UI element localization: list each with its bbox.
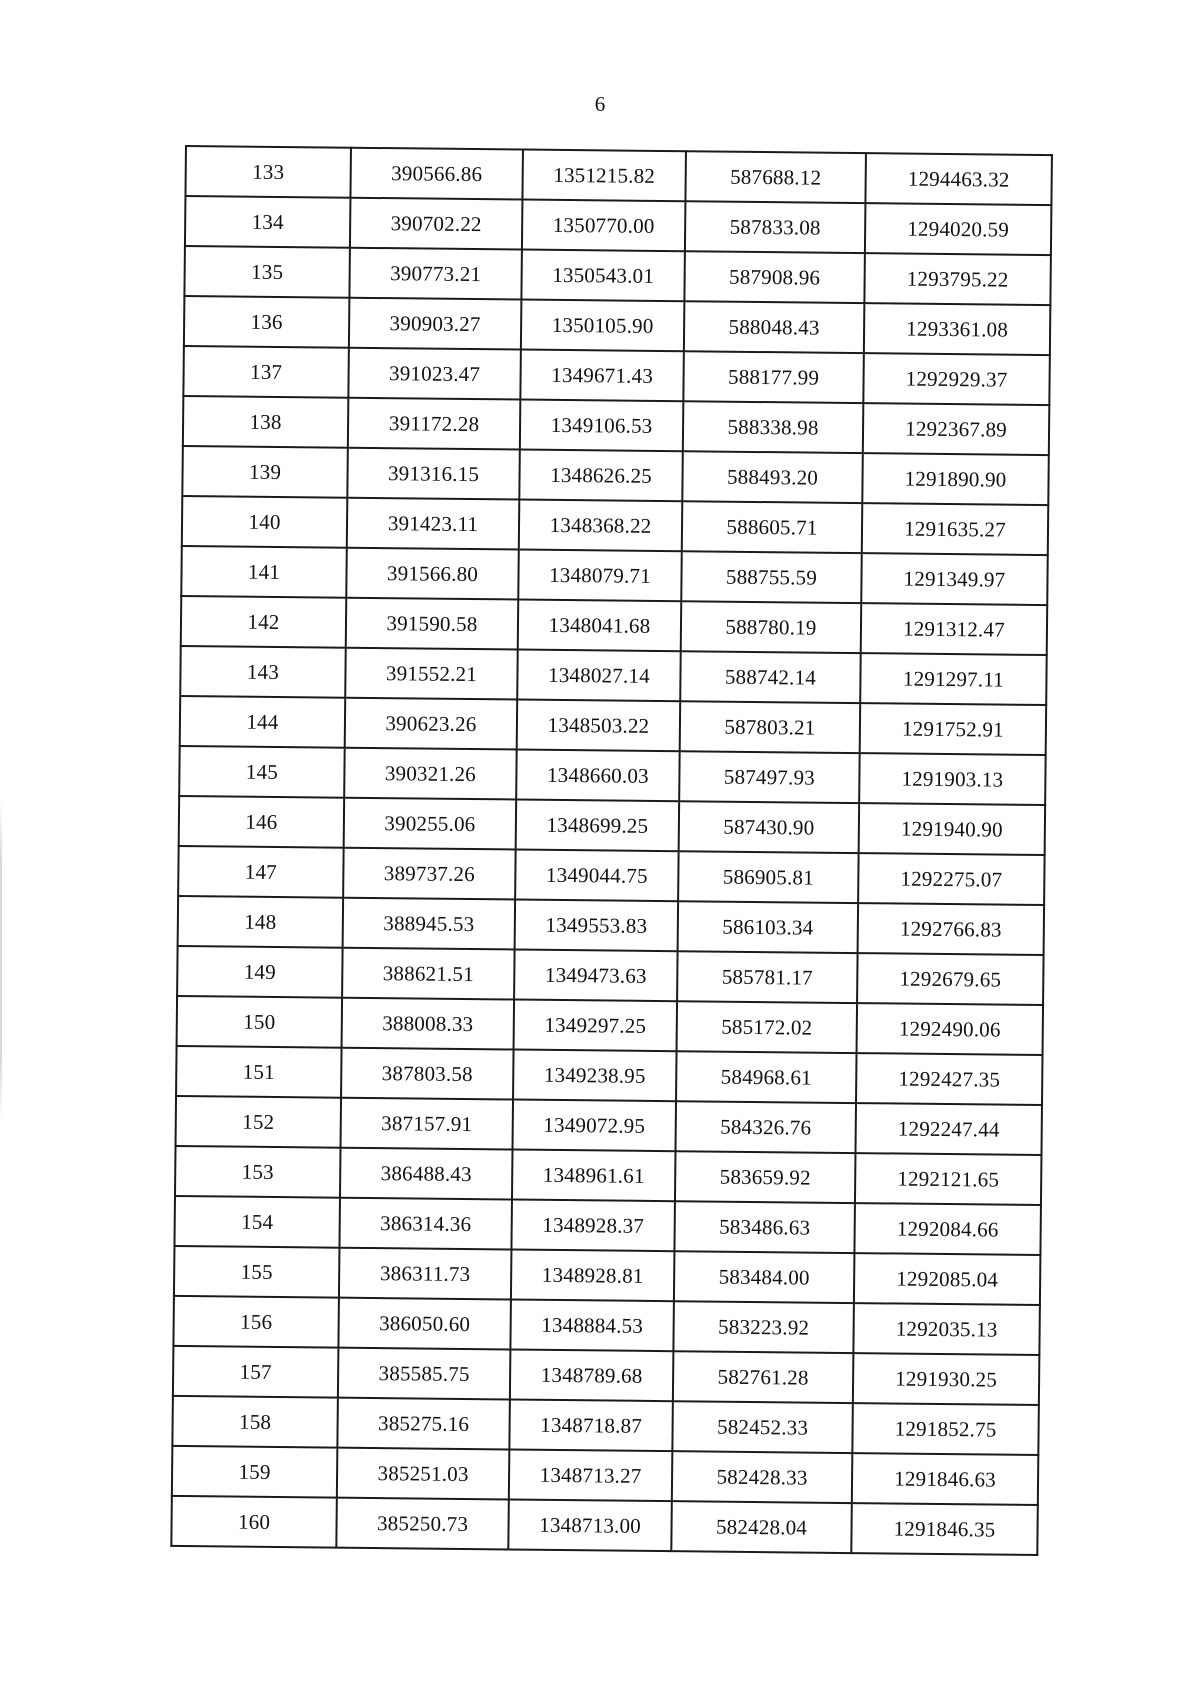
coord-b-x-cell: 588780.19 xyxy=(681,601,862,653)
coord-a-y-cell: 1349044.75 xyxy=(515,850,679,902)
table-row xyxy=(172,1446,1038,1505)
point-number-cell: 138 xyxy=(183,396,349,448)
table-row xyxy=(176,1096,1042,1155)
coord-a-x-cell: 390255.06 xyxy=(344,798,517,850)
coord-b-y-cell: 1292679.65 xyxy=(857,953,1044,1005)
coord-b-x-cell: 585781.17 xyxy=(677,951,858,1003)
coord-a-x-cell: 391566.80 xyxy=(346,548,519,600)
coord-a-y-cell: 1348368.22 xyxy=(519,500,683,552)
coord-a-x-cell: 387157.91 xyxy=(341,1098,514,1150)
point-number-cell: 150 xyxy=(177,996,343,1048)
table-row xyxy=(179,796,1045,855)
table-row xyxy=(174,1246,1040,1305)
table-row xyxy=(182,496,1048,555)
point-number-cell: 153 xyxy=(175,1146,341,1198)
coord-b-x-cell: 583486.63 xyxy=(674,1201,855,1253)
point-number-cell: 133 xyxy=(185,146,351,198)
coord-b-y-cell: 1291940.90 xyxy=(859,803,1046,855)
coord-b-x-cell: 584326.76 xyxy=(675,1101,856,1153)
coord-b-x-cell: 586905.81 xyxy=(678,851,859,903)
coord-b-y-cell: 1291752.91 xyxy=(860,703,1047,755)
point-number-cell: 137 xyxy=(183,346,349,398)
point-number-cell: 155 xyxy=(174,1246,340,1298)
coord-b-x-cell: 588338.98 xyxy=(683,401,864,453)
coord-b-y-cell: 1292275.07 xyxy=(858,853,1045,905)
table-row xyxy=(172,1396,1038,1455)
coord-a-y-cell: 1348699.25 xyxy=(516,800,680,852)
table-row xyxy=(182,446,1048,505)
coord-a-x-cell: 390773.21 xyxy=(349,248,522,300)
table-row xyxy=(181,596,1047,655)
coord-b-y-cell: 1292247.44 xyxy=(855,1103,1042,1155)
coord-b-x-cell: 588493.20 xyxy=(682,451,863,503)
coord-b-y-cell: 1292367.89 xyxy=(863,403,1050,455)
coord-a-x-cell: 388008.33 xyxy=(342,998,515,1050)
coord-b-x-cell: 582452.33 xyxy=(672,1401,853,1453)
table-row xyxy=(178,846,1044,905)
coord-a-x-cell: 388945.53 xyxy=(343,898,516,950)
coord-b-y-cell: 1292085.04 xyxy=(854,1253,1041,1305)
coord-a-y-cell: 1348713.00 xyxy=(508,1499,672,1551)
coord-a-y-cell: 1348503.22 xyxy=(517,700,681,752)
coord-a-x-cell: 385275.16 xyxy=(337,1398,510,1450)
coord-b-x-cell: 588177.99 xyxy=(683,351,864,403)
coord-a-y-cell: 1348027.14 xyxy=(517,650,681,702)
table-row xyxy=(183,396,1049,455)
point-number-cell: 154 xyxy=(174,1196,340,1248)
coord-b-y-cell: 1291890.90 xyxy=(862,453,1049,505)
coord-b-y-cell: 1291903.13 xyxy=(859,753,1046,805)
coord-a-x-cell: 390321.26 xyxy=(344,748,517,800)
coord-a-x-cell: 391552.21 xyxy=(345,648,518,700)
coord-a-y-cell: 1349238.95 xyxy=(513,1049,677,1101)
coord-b-x-cell: 587803.21 xyxy=(680,701,861,753)
coordinate-table-body xyxy=(171,146,1052,1555)
table-row xyxy=(171,1496,1037,1555)
table-row xyxy=(174,1196,1040,1255)
table-row xyxy=(175,1146,1041,1205)
coord-a-y-cell: 1349297.25 xyxy=(514,999,678,1051)
coord-a-y-cell: 1349473.63 xyxy=(514,949,678,1001)
coord-b-y-cell: 1292490.06 xyxy=(857,1003,1044,1055)
coord-a-x-cell: 385250.73 xyxy=(336,1498,509,1550)
coord-a-y-cell: 1349671.43 xyxy=(520,350,684,402)
coord-b-x-cell: 582428.33 xyxy=(672,1451,853,1503)
coord-a-y-cell: 1348928.37 xyxy=(511,1199,675,1251)
coord-a-y-cell: 1348713.27 xyxy=(509,1449,673,1501)
scan-edge-shadow xyxy=(0,800,2,1120)
table-row xyxy=(184,246,1050,305)
coord-b-y-cell: 1291930.25 xyxy=(853,1353,1040,1405)
coord-a-y-cell: 1348961.61 xyxy=(512,1149,676,1201)
point-number-cell: 160 xyxy=(171,1496,337,1548)
point-number-cell: 145 xyxy=(179,746,345,798)
coord-b-x-cell: 588742.14 xyxy=(680,651,861,703)
coord-b-y-cell: 1291312.47 xyxy=(861,603,1048,655)
point-number-cell: 147 xyxy=(178,846,344,898)
coord-b-y-cell: 1294020.59 xyxy=(865,203,1052,255)
coord-a-y-cell: 1348660.03 xyxy=(516,750,680,802)
coord-a-x-cell: 385585.75 xyxy=(338,1348,511,1400)
coord-b-y-cell: 1292427.35 xyxy=(856,1053,1043,1105)
table-row xyxy=(180,696,1046,755)
coord-b-x-cell: 583223.92 xyxy=(673,1301,854,1353)
point-number-cell: 139 xyxy=(182,446,348,498)
coord-a-y-cell: 1348041.68 xyxy=(518,600,682,652)
table-row xyxy=(179,746,1045,805)
coord-a-x-cell: 386314.36 xyxy=(339,1198,512,1250)
coord-b-y-cell: 1291635.27 xyxy=(862,503,1049,555)
coord-a-x-cell: 391023.47 xyxy=(348,348,521,400)
coord-b-y-cell: 1292035.13 xyxy=(853,1303,1040,1355)
coord-a-x-cell: 390623.26 xyxy=(345,698,518,750)
point-number-cell: 146 xyxy=(179,796,345,848)
coord-b-x-cell: 586103.34 xyxy=(678,901,859,953)
coord-a-y-cell: 1348718.87 xyxy=(509,1399,673,1451)
point-number-cell: 135 xyxy=(184,246,350,298)
coord-a-y-cell: 1349072.95 xyxy=(512,1099,676,1151)
coord-b-y-cell: 1292766.83 xyxy=(858,903,1045,955)
table-row xyxy=(177,996,1043,1055)
coord-b-x-cell: 583659.92 xyxy=(675,1151,856,1203)
coord-a-x-cell: 390702.22 xyxy=(350,198,523,250)
point-number-cell: 159 xyxy=(172,1446,338,1498)
point-number-cell: 148 xyxy=(178,896,344,948)
table-row xyxy=(176,1046,1042,1105)
point-number-cell: 157 xyxy=(173,1346,339,1398)
coord-a-x-cell: 391316.15 xyxy=(347,448,520,500)
coord-b-x-cell: 587497.93 xyxy=(679,751,860,803)
coord-b-x-cell: 587908.96 xyxy=(684,251,865,303)
table-row xyxy=(181,546,1047,605)
coord-a-x-cell: 386311.73 xyxy=(339,1248,512,1300)
coord-a-x-cell: 385251.03 xyxy=(337,1448,510,1500)
point-number-cell: 136 xyxy=(184,296,350,348)
point-number-cell: 149 xyxy=(177,946,343,998)
point-number-cell: 143 xyxy=(180,646,346,698)
coord-a-y-cell: 1348928.81 xyxy=(511,1249,675,1301)
coord-b-y-cell: 1291846.63 xyxy=(852,1453,1039,1505)
table-row xyxy=(185,196,1051,255)
coord-b-x-cell: 587688.12 xyxy=(685,151,866,203)
coord-a-x-cell: 391590.58 xyxy=(346,598,519,650)
coord-b-x-cell: 585172.02 xyxy=(677,1001,858,1053)
coordinate-table xyxy=(170,145,1053,1556)
coord-b-x-cell: 587430.90 xyxy=(679,801,860,853)
coord-a-x-cell: 386050.60 xyxy=(338,1298,511,1350)
coord-b-y-cell: 1294463.32 xyxy=(865,153,1052,205)
point-number-cell: 142 xyxy=(181,596,347,648)
coord-b-x-cell: 587833.08 xyxy=(685,201,866,253)
coord-b-x-cell: 582761.28 xyxy=(673,1351,854,1403)
table-row xyxy=(180,646,1046,705)
point-number-cell: 152 xyxy=(176,1096,342,1148)
point-number-cell: 144 xyxy=(180,696,346,748)
coord-a-x-cell: 387803.58 xyxy=(341,1048,514,1100)
coord-a-y-cell: 1348626.25 xyxy=(519,450,683,502)
coord-b-x-cell: 588605.71 xyxy=(682,501,863,553)
table-row xyxy=(184,296,1050,355)
table-row xyxy=(177,946,1043,1005)
table-row xyxy=(183,346,1049,405)
coord-a-y-cell: 1350770.00 xyxy=(522,200,686,252)
point-number-cell: 156 xyxy=(173,1296,339,1348)
coord-b-y-cell: 1291297.11 xyxy=(860,653,1047,705)
point-number-cell: 141 xyxy=(181,546,347,598)
coord-b-y-cell: 1293361.08 xyxy=(864,303,1051,355)
coord-b-x-cell: 583484.00 xyxy=(674,1251,855,1303)
point-number-cell: 151 xyxy=(176,1046,342,1098)
coord-a-y-cell: 1348079.71 xyxy=(518,550,682,602)
coord-b-x-cell: 582428.04 xyxy=(671,1501,852,1553)
coord-a-y-cell: 1348789.68 xyxy=(510,1349,674,1401)
coord-b-x-cell: 584968.61 xyxy=(676,1051,857,1103)
coord-a-x-cell: 389737.26 xyxy=(343,848,516,900)
coord-b-y-cell: 1292929.37 xyxy=(863,353,1050,405)
coord-a-y-cell: 1351215.82 xyxy=(522,150,686,202)
coord-a-x-cell: 391423.11 xyxy=(347,498,520,550)
coord-a-x-cell: 390566.86 xyxy=(350,148,523,200)
coord-a-y-cell: 1348884.53 xyxy=(510,1299,674,1351)
point-number-cell: 140 xyxy=(182,496,348,548)
coord-a-y-cell: 1349553.83 xyxy=(515,899,679,951)
point-number-cell: 158 xyxy=(172,1396,338,1448)
coord-b-y-cell: 1292084.66 xyxy=(854,1203,1041,1255)
coord-b-y-cell: 1291852.75 xyxy=(852,1403,1039,1455)
coord-b-x-cell: 588048.43 xyxy=(684,301,865,353)
coord-a-x-cell: 390903.27 xyxy=(349,298,522,350)
coord-b-y-cell: 1292121.65 xyxy=(855,1153,1042,1205)
coord-b-y-cell: 1291349.97 xyxy=(861,553,1048,605)
point-number-cell: 134 xyxy=(185,196,351,248)
table-row xyxy=(173,1296,1039,1355)
coord-b-y-cell: 1291846.35 xyxy=(851,1503,1038,1555)
table-row xyxy=(185,146,1051,205)
coord-a-y-cell: 1349106.53 xyxy=(520,400,684,452)
table-row xyxy=(178,896,1044,955)
coord-b-y-cell: 1293795.22 xyxy=(864,253,1051,305)
coord-a-y-cell: 1350543.01 xyxy=(521,250,685,302)
coord-a-y-cell: 1350105.90 xyxy=(521,300,685,352)
coord-a-x-cell: 386488.43 xyxy=(340,1148,513,1200)
coord-a-x-cell: 388621.51 xyxy=(342,948,515,1000)
page-number: 6 xyxy=(594,92,606,116)
coord-b-x-cell: 588755.59 xyxy=(681,551,862,603)
coord-a-x-cell: 391172.28 xyxy=(348,398,521,450)
table-row xyxy=(173,1346,1039,1405)
